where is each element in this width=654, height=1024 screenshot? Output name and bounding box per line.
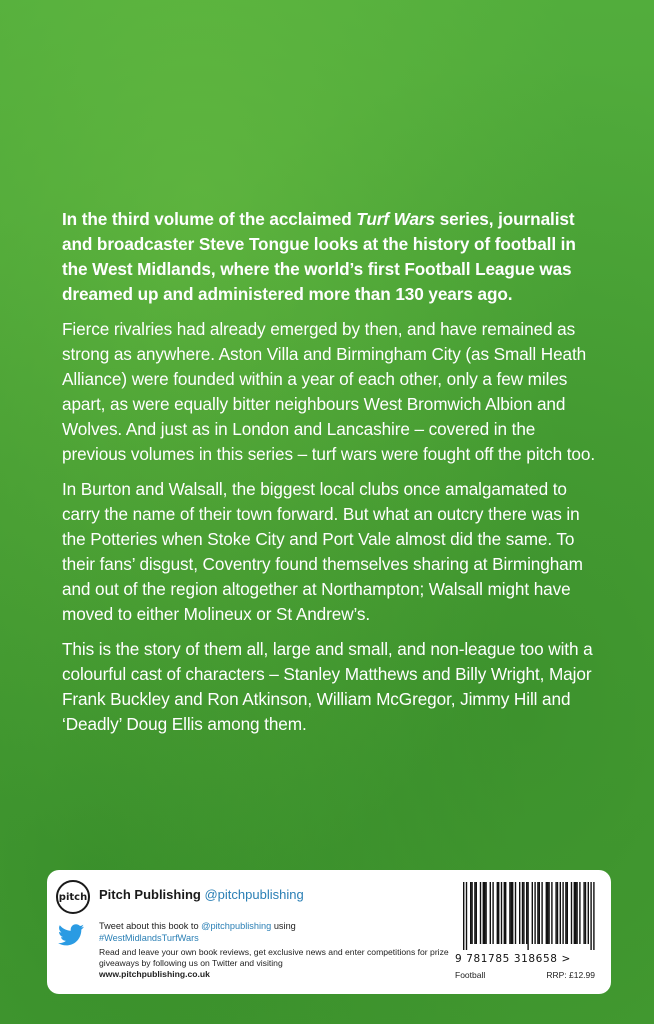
barcode-bar — [505, 882, 506, 944]
hashtag-link[interactable]: #WestMidlandsTurfWars — [99, 933, 199, 943]
barcode-bar — [560, 882, 561, 944]
blurb-lead-paragraph — [62, 207, 602, 307]
barcode-bar — [546, 882, 547, 944]
barcode-bar — [574, 882, 575, 944]
barcode-bar — [537, 882, 538, 944]
tweet-prompt — [99, 920, 296, 944]
barcode-bar — [476, 882, 477, 944]
barcode-bar — [522, 882, 523, 944]
tweet-suffix: using — [271, 921, 296, 931]
barcode-bar — [547, 882, 548, 944]
barcode-bar — [532, 882, 533, 944]
barcode-bar — [471, 882, 472, 944]
barcode-bar — [492, 882, 493, 944]
publisher-name: Pitch Publishing — [99, 887, 201, 902]
barcode-bar — [579, 882, 580, 944]
barcode-bar — [555, 882, 556, 944]
lead-text-start: In the third volume of the acclaimed — [62, 209, 357, 229]
barcode-bar — [523, 882, 524, 944]
barcode-bar — [534, 882, 535, 944]
series-title: Turf Wars — [356, 209, 435, 229]
barcode-bar — [575, 882, 576, 944]
barcode-bar — [527, 882, 528, 950]
blurb-text — [62, 207, 602, 747]
barcode-bar — [593, 882, 594, 950]
barcode-bar — [557, 882, 558, 944]
price-label: RRP: £12.99 — [546, 970, 595, 980]
logo-text: pitch — [58, 891, 88, 903]
barcode-bar — [562, 882, 563, 944]
barcode-bar — [571, 882, 572, 944]
barcode-bar — [504, 882, 505, 944]
barcode-bar — [480, 882, 481, 944]
publisher-info-panel — [47, 870, 611, 994]
barcode-bar — [511, 882, 512, 944]
barcode-bar — [470, 882, 471, 944]
website-link[interactable]: www.pitchpublishing.co.uk — [99, 969, 210, 979]
barcode-bar — [588, 882, 589, 944]
barcode-bar — [539, 882, 540, 944]
barcode-area — [455, 880, 605, 984]
blurb-paragraph-4: This is the story of them all, large and small, and non-league too with a colourful cast of characters – Stanley Matthews and Billy Wright, Major Frank Buckley and Ron Atkinson, William McGregor, Jimmy Hill and ‘Deadly’ Doug Ellis among them. — [62, 639, 593, 734]
blurb-paragraph-2: Fierce rivalries had already emerged by then, and have remained as strong as anywhere. Aston Villa and Birmingham City (as Small Heath Alliance) were founded within a year of each other, only a few miles apart, as were equally bitter neighbours West Bromwich Albion and Wolves. And just as in London and Lancashire – covered in the previous volumes in this series – turf wars were fought off the pitch too. — [62, 319, 595, 464]
barcode-bar — [590, 882, 591, 950]
category-label: Football — [455, 970, 486, 980]
barcode-bar — [490, 882, 491, 944]
publisher-logo — [56, 880, 90, 914]
barcode-bar — [576, 882, 577, 944]
barcode-bar — [483, 882, 484, 944]
barcode-bar — [463, 882, 464, 950]
barcode-bar — [583, 882, 584, 944]
barcode-bar — [509, 882, 510, 944]
barcode-bar — [519, 882, 520, 944]
info-text: Read and leave your own book reviews, get exclusive news and enter competitions for prize giveaways by following us on Twitter and visiting — [99, 947, 449, 968]
tweet-prefix: Tweet about this book to — [99, 921, 202, 931]
barcode-bar — [485, 882, 486, 944]
barcode-bar — [484, 882, 485, 944]
barcode-bar — [541, 882, 542, 944]
barcode-bar — [501, 882, 502, 944]
tweet-handle-link[interactable]: @pitchpublishing — [201, 921, 272, 931]
barcode-bar — [551, 882, 552, 944]
blurb-paragraph-3: In Burton and Walsall, the biggest local clubs once amalgamated to carry the name of their town forward. But what an outcry there was in the Potteries when Stoke City and Port Vale almost did the same. To their fans’ disgust, Coventry found themselves sharing at Birmingham and out of the region altogether at Northampton; Walsall might have moved to either Molineux or St Andrew’s. — [62, 479, 583, 624]
barcode-bar — [474, 882, 475, 944]
barcode-bar — [567, 882, 568, 944]
barcode-bar — [548, 882, 549, 944]
isbn-number: 9 781785 318658 > — [455, 953, 571, 965]
barcode-bar — [585, 882, 586, 944]
barcode-bar — [498, 882, 499, 944]
barcode-bar — [466, 882, 467, 950]
barcode-bar — [497, 882, 498, 944]
publisher-line — [99, 887, 304, 902]
review-info — [99, 947, 449, 980]
barcode-bar — [512, 882, 513, 944]
barcode-bar — [565, 882, 566, 944]
lead-text-end: series, journalist and broadcaster Steve Tongue looks at the history of football in the West Midlands, where the world’s first Football League was dreamed up and administered more than 130 years ago. — [62, 209, 576, 304]
twitter-icon — [58, 924, 84, 946]
barcode — [455, 880, 605, 952]
publisher-handle[interactable]: @pitchpublishing — [204, 887, 304, 902]
barcode-bar — [515, 882, 516, 944]
barcode-bar — [526, 882, 527, 944]
